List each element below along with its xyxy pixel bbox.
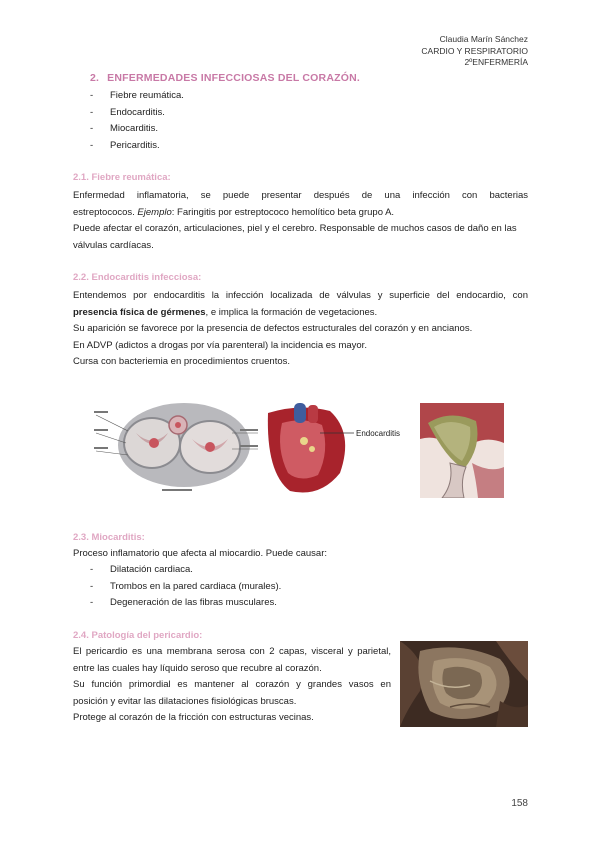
example-label: Ejemplo xyxy=(137,206,172,218)
pericardio-line-2: entre las cuales hay líquido seroso que recubre al corazón. xyxy=(73,662,322,674)
subheading-fiebre: 2.1. Fiebre reumática: xyxy=(73,172,171,183)
bold-term: presencia física de gérmenes xyxy=(73,306,206,318)
subheading-endocarditis: 2.2. Endocarditis infecciosa: xyxy=(73,272,202,283)
fiebre-line-2 xyxy=(73,205,528,222)
pericardio-line-1: El pericardio es una membrana serosa con 2 capas, visceral y parietal, xyxy=(73,646,391,657)
subheading-miocarditis: 2.3. Miocarditis: xyxy=(73,532,145,543)
pericardio-line-5: Protege al corazón de la fricción con estructuras vecinas. xyxy=(73,712,314,724)
page-number: 158 xyxy=(511,798,528,809)
pericardio-text xyxy=(73,644,391,727)
endocarditis-paragraph-4: Cursa con bacteriemia en procedimientos cruentos. xyxy=(73,356,291,368)
fiebre-paragraph-2: Puede afectar el corazón, articulaciones, piel y el cerebro. Responsable de muchos casos de daño en las válvulas cardíacas. xyxy=(73,223,517,251)
heart-valves-illustration xyxy=(92,403,260,498)
section-number: 2. xyxy=(90,72,100,84)
miocarditis-intro: Proceso inflamatorio que afecta al miocardio. Puede causar: xyxy=(73,548,327,559)
text-span: estreptococos. xyxy=(73,206,138,218)
header-author: Claudia Marín Sánchez xyxy=(439,34,528,44)
list-item: - Miocarditis. xyxy=(90,121,184,138)
section-title-text: ENFERMEDADES INFECCIOSAS DEL CORAZÓN. xyxy=(107,72,360,84)
pericardio-line-4: posición y evitar las dilataciones fisiológicas bruscas. xyxy=(73,695,297,707)
endocarditis-line-1: Entendemos por endocarditis la infección localizada de válvulas y superficie del endocardio, con xyxy=(73,290,528,301)
subheading-pericardio: 2.4. Patología del pericardio: xyxy=(73,630,203,641)
figure-heart-valves xyxy=(92,403,260,498)
endocarditis-heart-illustration xyxy=(260,403,420,498)
section-title xyxy=(90,72,360,84)
header-course: 2ºENFERMERÍA xyxy=(464,57,528,67)
page-header xyxy=(421,34,528,69)
endocarditis-figure-label: Endocarditis xyxy=(356,429,401,438)
endocarditis-paragraph-3: En ADVP (adictos a drogas por vía parenteral) la incidencia es mayor. xyxy=(73,339,367,351)
text-span: : Faringitis por estreptococo hemolítico beta grupo A. xyxy=(171,206,395,218)
disease-list xyxy=(90,88,184,154)
figure-endocarditis-heart xyxy=(260,403,420,498)
pericardium-photo-illustration xyxy=(400,641,528,727)
text-span: , e implica la formación de vegetaciones. xyxy=(205,306,378,318)
list-item: - Endocarditis. xyxy=(90,105,184,122)
fiebre-line-1: Enfermedad inflamatoria, se puede presentar después de una infección con bacterias xyxy=(73,190,528,201)
header-subject: CARDIO Y RESPIRATORIO xyxy=(421,45,528,56)
valve-vegetation-illustration xyxy=(420,403,504,498)
list-item: - Dilatación cardiaca. xyxy=(90,562,281,579)
endocarditis-paragraph-2: Su aparición se favorece por la presencia de defectos estructurales del corazón y en ancianos. xyxy=(73,323,473,335)
miocarditis-list xyxy=(90,562,281,612)
endocarditis-text xyxy=(73,288,528,371)
endocarditis-line-2 xyxy=(73,305,528,322)
list-item: - Degeneración de las fibras musculares. xyxy=(90,595,281,612)
figure-pericardium-photo xyxy=(400,641,528,727)
pericardio-line-3: Su función primordial es mantener al corazón y grandes vasos en xyxy=(73,679,391,691)
list-item: - Trombos en la pared cardiaca (murales). xyxy=(90,579,281,596)
list-item: - Pericarditis. xyxy=(90,138,184,155)
list-item: - Fiebre reumática. xyxy=(90,88,184,105)
fiebre-text xyxy=(73,188,528,254)
figure-endocarditis-valve xyxy=(420,403,504,498)
